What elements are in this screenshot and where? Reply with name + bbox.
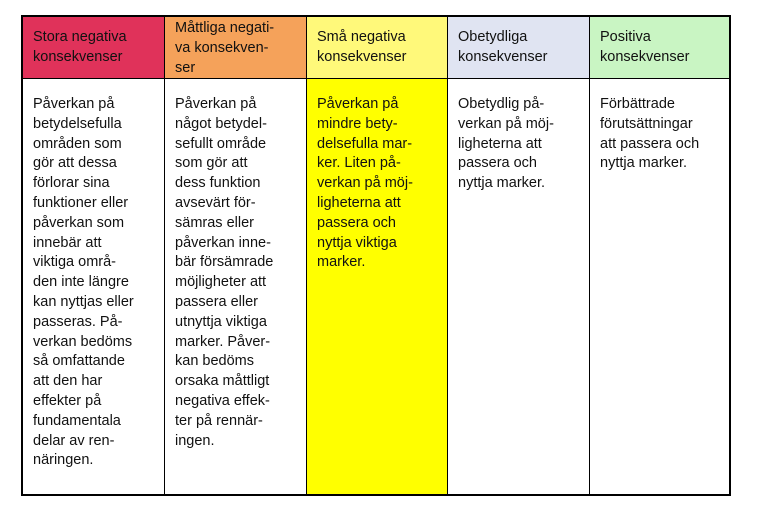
header-line: konsekvenser	[458, 48, 548, 65]
header-positiva	[590, 17, 729, 79]
body-line: Obetydlig på-	[458, 96, 545, 112]
body-line: Påverkan på	[33, 96, 115, 112]
body-line: passera och	[458, 155, 537, 172]
body-stora-negativa	[23, 79, 165, 494]
body-line: betydelsefulla	[33, 115, 122, 132]
consequence-table	[21, 15, 731, 496]
body-line: passera eller	[175, 293, 259, 310]
body-line: gör att dessa	[33, 155, 117, 172]
header-obetydliga	[448, 17, 590, 79]
header-mattliga-negativa	[165, 17, 307, 79]
body-line: mindre bety-	[317, 115, 398, 132]
body-line: förlorar sina	[33, 175, 110, 192]
body-line: den inte längre	[33, 274, 129, 291]
header-line: ser	[175, 59, 196, 76]
body-line: marker.	[317, 254, 366, 271]
body-line: bär försämrade	[175, 254, 274, 271]
body-line: effekter på	[33, 392, 102, 409]
header-line: Måttliga negati-	[175, 20, 275, 36]
body-line: dess funktion	[175, 175, 261, 192]
body-line: passeras. På-	[33, 313, 123, 330]
header-line: Stora negativa	[33, 29, 127, 45]
header-line: Positiva	[600, 29, 651, 45]
body-line: påverkan som	[33, 214, 125, 231]
body-line: nyttja marker.	[600, 155, 688, 172]
body-line: påverkan inne-	[175, 234, 271, 251]
body-line: marker. Påver-	[175, 333, 271, 350]
header-line: va konsekven-	[175, 39, 269, 56]
body-line: avsevärt för-	[175, 194, 256, 211]
body-line: fundamentala	[33, 412, 121, 429]
body-line: något betydel-	[175, 115, 267, 132]
header-stora-negativa	[23, 17, 165, 79]
header-line: konsekvenser	[33, 48, 123, 65]
body-line: kan bedöms	[175, 353, 254, 370]
header-line: konsekvenser	[317, 48, 407, 65]
body-line: möjligheter att	[175, 274, 267, 291]
body-line: verkan bedöms	[33, 333, 133, 350]
body-sma-negativa	[307, 79, 448, 494]
body-line: ligheterna att	[458, 135, 542, 152]
body-line: ligheterna att	[317, 194, 401, 211]
body-line: orsaka måttligt	[175, 373, 270, 390]
body-line: innebär att	[33, 234, 102, 251]
body-line: passera och	[317, 214, 396, 231]
header-line: Små negativa	[317, 29, 406, 45]
body-line: Förbättrade	[600, 96, 675, 112]
body-line: delar av ren-	[33, 432, 115, 449]
body-line: ker. Liten på-	[317, 155, 401, 172]
body-line: utnyttja viktiga	[175, 313, 267, 330]
body-obetydliga	[448, 79, 590, 494]
body-line: verkan på möj-	[317, 175, 413, 192]
body-line: ingen.	[175, 432, 215, 449]
body-line: kan nyttjas eller	[33, 293, 134, 310]
body-line: så omfattande	[33, 353, 125, 370]
body-line: förutsättningar	[600, 115, 693, 132]
body-line: som gör att	[175, 155, 248, 172]
body-line: att passera och	[600, 135, 700, 152]
body-line: verkan på möj-	[458, 115, 554, 132]
header-line: konsekvenser	[600, 48, 690, 65]
body-mattliga-negativa	[165, 79, 307, 494]
body-line: ter på rennär-	[175, 412, 263, 429]
body-line: näringen.	[33, 452, 94, 469]
body-line: Påverkan på	[175, 96, 257, 112]
body-line: funktioner eller	[33, 194, 129, 211]
body-line: viktiga områ-	[33, 254, 116, 271]
body-line: sefullt område	[175, 135, 267, 152]
body-line: sämras eller	[175, 214, 254, 231]
body-line: delsefulla mar-	[317, 135, 413, 152]
body-line: områden som	[33, 135, 122, 152]
header-sma-negativa	[307, 17, 448, 79]
body-line: att den har	[33, 373, 103, 390]
body-line: nyttja viktiga	[317, 234, 397, 251]
body-line: nyttja marker.	[458, 175, 546, 192]
header-line: Obetydliga	[458, 29, 528, 45]
body-positiva	[590, 79, 729, 494]
body-line: Påverkan på	[317, 96, 399, 112]
body-line: negativa effek-	[175, 392, 270, 409]
